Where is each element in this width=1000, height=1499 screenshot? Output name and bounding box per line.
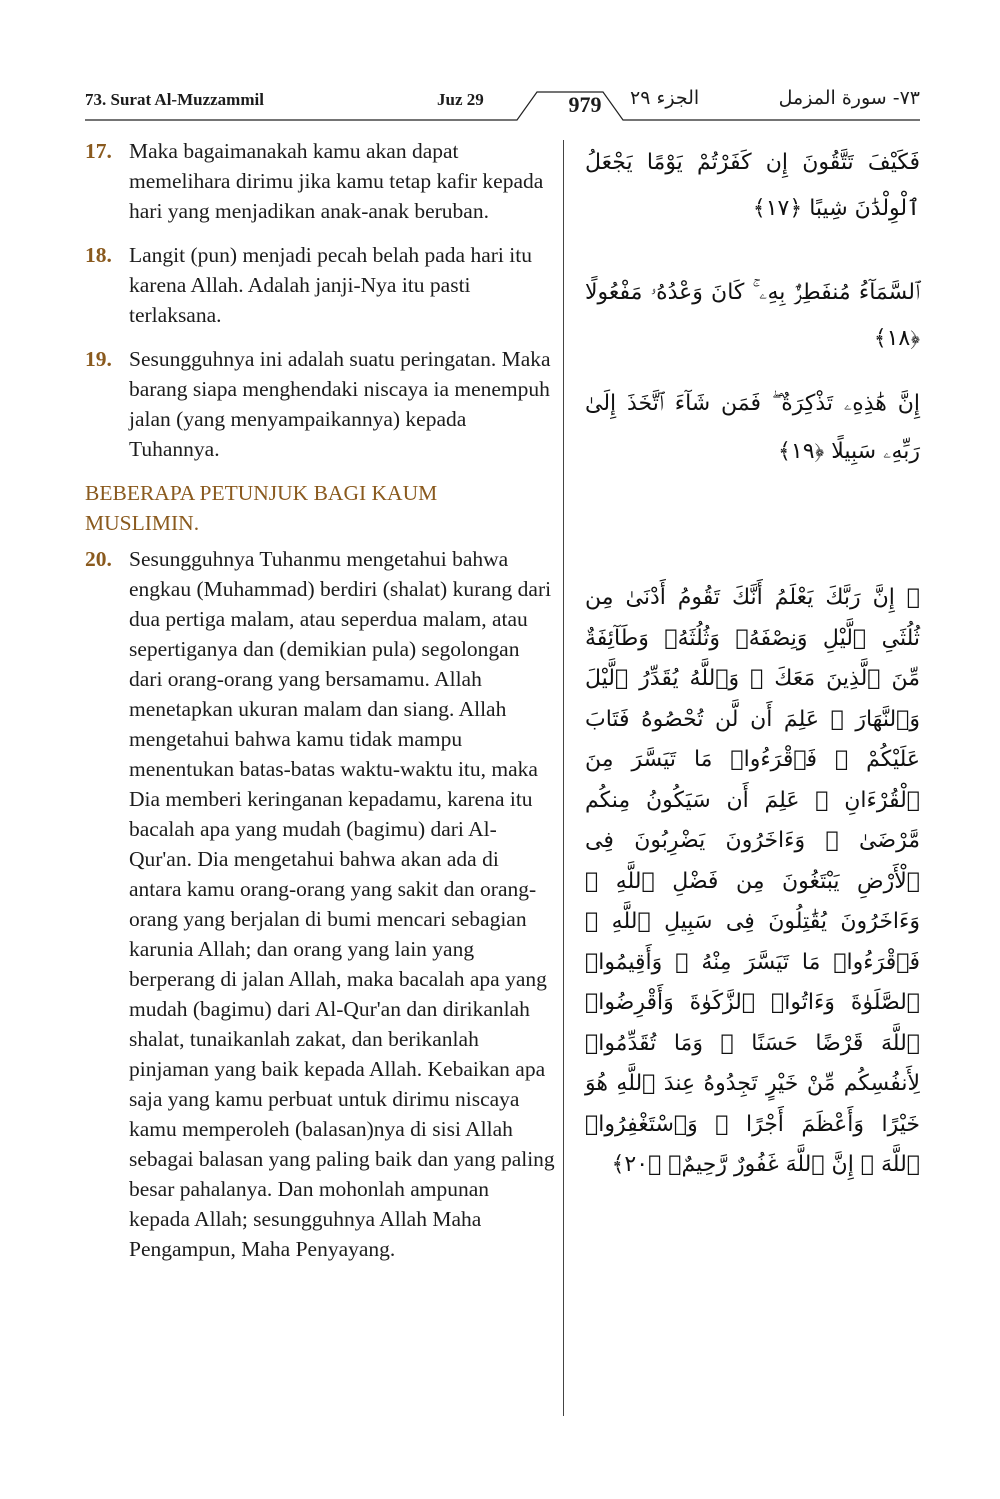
arabic-verse-19: إِنَّ هَٰذِهِۦ تَذْكِرَةٌ ۖ فَمَن شَآءَ ٱتَّخَذَ إِلَىٰ رَبِّهِۦ سَبِيلًا ﴿١٩﴾	[585, 391, 920, 464]
verse-19	[85, 344, 555, 464]
arabic-verse-18: ٱلسَّمَآءُ مُنفَطِرٌۢ بِهِۦ ۚ كَانَ وَعْدُهُۥ مَفْعُولًا ﴿١٨﴾	[585, 280, 920, 351]
verse-20	[85, 544, 555, 1264]
surah-title-arabic: ٧٣- سورة المزمل	[778, 87, 920, 109]
verse-text: Sesungguhnya ini adalah suatu peringatan. Maka barang siapa menghendaki niscaya ia menempuh jalan (yang menyampaikannya) kepada Tuhannya.	[129, 347, 551, 461]
verse-17	[85, 136, 555, 226]
page-number: 979	[568, 92, 602, 117]
verse-text: Langit (pun) menjadi pecah belah pada hari itu karena Allah. Adalah janji-Nya itu pasti terlaksana.	[129, 243, 532, 327]
column-divider	[563, 140, 564, 1416]
verse-number: 18.	[85, 243, 112, 267]
verse-number: 20.	[85, 547, 112, 571]
verse-18	[85, 240, 555, 330]
verse-text: Maka bagaimanakah kamu akan dapat memelihara dirimu jika kamu tetap kafir kepada hari yang menjadikan anak-anak beruban.	[129, 139, 544, 223]
translation-column	[85, 136, 555, 1278]
verse-number: 17.	[85, 139, 112, 163]
surah-title: 73. Surat Al-Muzzammil	[85, 90, 264, 109]
juz-label: Juz 29	[437, 90, 484, 109]
arabic-verse-20: ۞ إِنَّ رَبَّكَ يَعْلَمُ أَنَّكَ تَقُومُ أَدْنَىٰ مِن ثُلُثَىِ ٱلَّيْلِ وَنِصْفَهُۥ وَثُلُثَهُۥ وَطَآئِفَةٌ مِّنَ ٱلَّذِينَ مَعَكَ ۚ وَٱللَّهُ يُقَدِّرُ ٱلَّيْلَ وَٱلنَّهَارَ ۚ عَلِمَ أَن لَّن تُحْصُوهُ فَتَابَ عَلَيْكُمْ ۖ فَٱقْرَءُوا۟ مَا تَيَسَّرَ مِنَ ٱلْقُرْءَانِ ۚ عَلِمَ أَن سَيَكُونُ مِنكُم مَّرْضَىٰ ۙ وَءَاخَرُونَ يَضْرِبُونَ فِى ٱلْأَرْضِ يَبْتَغُونَ مِن فَضْلِ ٱللَّهِ ۙ وَءَاخَرُونَ يُقَٰتِلُونَ فِى سَبِيلِ ٱللَّهِ ۖ فَٱقْرَءُوا۟ مَا تَيَسَّرَ مِنْهُ ۚ وَأَقِيمُوا۟ ٱلصَّلَوٰةَ وَءَاتُوا۟ ٱلزَّكَوٰةَ وَأَقْرِضُوا۟ ٱللَّهَ قَرْضًا حَسَنًا ۚ وَمَا تُقَدِّمُوا۟ لِأَنفُسِكُم مِّنْ خَيْرٍ تَجِدُوهُ عِندَ ٱللَّهِ هُوَ خَيْرًا وَأَعْظَمَ أَجْرًا ۚ وَٱسْتَغْفِرُوا۟ ٱللَّهَ ۖ إِنَّ ٱللَّهَ غَفُورٌ رَّحِيمٌۢ ﴿٢٠﴾	[585, 585, 920, 1177]
page-header	[85, 86, 920, 122]
arabic-verse-17: فَكَيْفَ تَتَّقُونَ إِن كَفَرْتُمْ يَوْمًا يَجْعَلُ ٱلْوِلْدَٰنَ شِيبًا ﴿١٧﴾	[585, 150, 920, 221]
verse-number: 19.	[85, 347, 112, 371]
juz-label-arabic: الجزء ٢٩	[630, 87, 700, 109]
section-heading: BEBERAPA PETUNJUK BAGI KAUM MUSLIMIN.	[85, 481, 438, 535]
verse-text: Sesungguhnya Tuhanmu mengetahui bahwa engkau (Muhammad) berdiri (shalat) kurang dari dua pertiga malam, atau seperdua malam, atau sepertiganya dan (demikian pula) segolongan dari orang-orang yang bersamamu. Allah menetapkan ukuran malam dan siang. Allah mengetahui bahwa kamu tidak mampu menentukan batas-batas waktu-waktu itu, maka Dia memberi keringanan kepadamu, karena itu bacalah apa yang mudah (bagimu) dari Al-Qur'an. Dia mengetahui bahwa akan ada di antara kamu orang-orang yang sakit dan orang-orang yang berjalan di bumi mencari sebagian karunia Allah; dan orang yang lain yang berperang di jalan Allah, maka bacalah apa yang mudah (bagimu) dari Al-Qur'an dan dirikanlah shalat, tunaikanlah zakat, dan berikanlah pinjaman yang baik kepada Allah. Kebaikan apa saja yang kamu perbuat untuk dirimu niscaya kamu memperoleh (balasan)nya di sisi Allah sebagai balasan yang paling baik dan yang paling besar pahalanya. Dan mohonlah ampunan kepada Allah; sesungguhnya Allah Maha Pengampun, Maha Penyayang.	[129, 547, 555, 1261]
